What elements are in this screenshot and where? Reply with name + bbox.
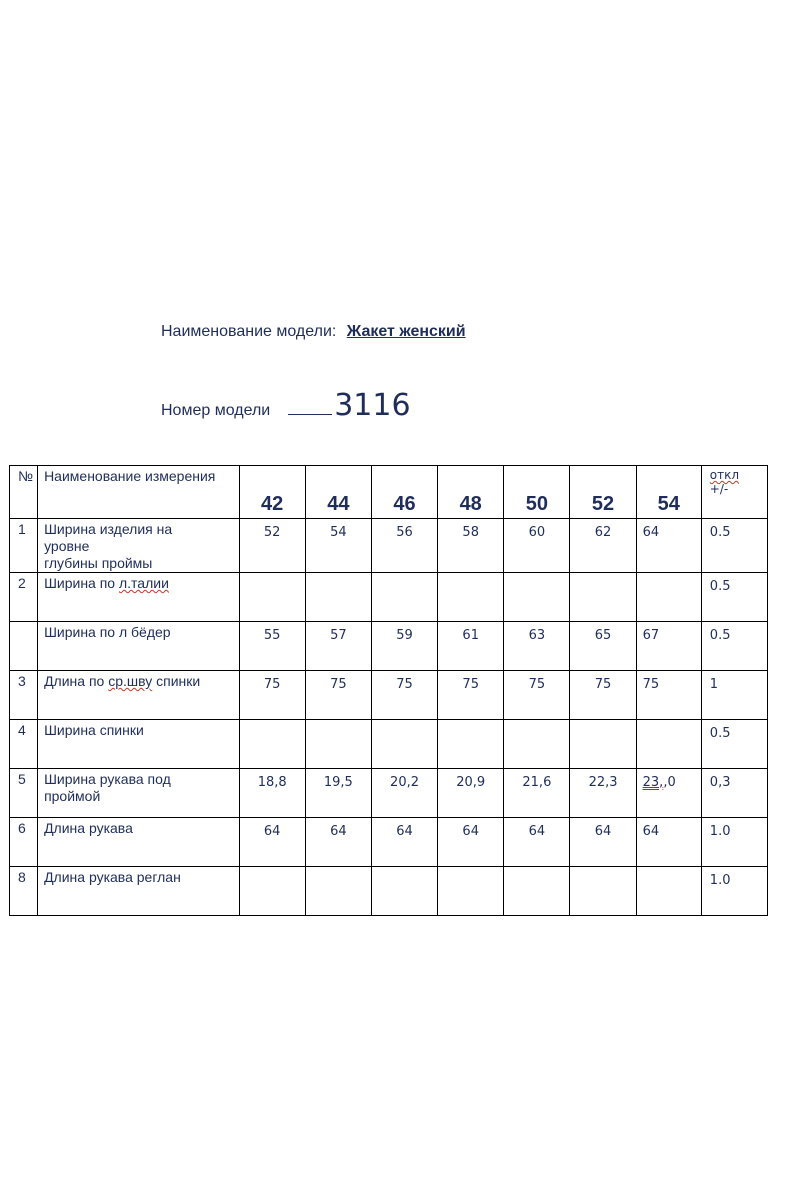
table-header-row xyxy=(10,466,768,519)
table-row xyxy=(10,867,768,916)
row-value: 75 xyxy=(438,671,504,720)
row-value: 52 xyxy=(239,519,305,573)
row-name-line: глубины проймы xyxy=(44,555,153,571)
row-value: 75 xyxy=(636,671,701,720)
row-value xyxy=(305,720,371,769)
table-row xyxy=(10,573,768,622)
row-value xyxy=(438,573,504,622)
row-name: Ширина спинки xyxy=(38,720,240,769)
measurement-table xyxy=(9,465,768,916)
table-row xyxy=(10,671,768,720)
table-row xyxy=(10,720,768,769)
row-value: 57 xyxy=(305,622,371,671)
header-name: Наименование измерения xyxy=(38,466,240,519)
row-value: 58 xyxy=(438,519,504,573)
row-name-line: уровне xyxy=(44,538,90,554)
row-value xyxy=(636,769,701,818)
row-value xyxy=(570,720,636,769)
row-value: 64 xyxy=(636,519,701,573)
model-number-line xyxy=(161,388,411,423)
header-tolerance-line1: откл xyxy=(709,468,740,482)
row-num: 8 xyxy=(10,867,38,916)
row-value xyxy=(504,867,570,916)
row-value: 56 xyxy=(371,519,437,573)
row-num: 2 xyxy=(10,573,38,622)
row-value: 59 xyxy=(371,622,437,671)
row-value-marked: 23, xyxy=(642,775,664,790)
row-value xyxy=(570,867,636,916)
row-value: 22,3 xyxy=(570,769,636,818)
row-num: 1 xyxy=(10,519,38,573)
model-number-blank-line xyxy=(288,413,332,415)
row-value: 65 xyxy=(570,622,636,671)
row-value xyxy=(636,867,701,916)
row-tolerance: 0.5 xyxy=(701,622,767,671)
row-value: 64 xyxy=(636,818,701,867)
row-num: 4 xyxy=(10,720,38,769)
row-value: 64 xyxy=(438,818,504,867)
row-tolerance: 1 xyxy=(701,671,767,720)
row-value xyxy=(371,867,437,916)
row-name-marked: ср.шву xyxy=(108,673,153,689)
row-value xyxy=(438,867,504,916)
table-row xyxy=(10,818,768,867)
row-value-rest: ,0 xyxy=(663,775,676,790)
row-name xyxy=(38,769,240,818)
row-value xyxy=(636,573,701,622)
table-row xyxy=(10,519,768,573)
row-value xyxy=(305,573,371,622)
header-size: 50 xyxy=(504,466,570,519)
model-name-line xyxy=(161,323,466,341)
row-tolerance: 0.5 xyxy=(701,573,767,622)
row-tolerance: 1.0 xyxy=(701,818,767,867)
row-name xyxy=(38,519,240,573)
model-name-label: Наименование модели: xyxy=(161,323,337,340)
row-value xyxy=(504,573,570,622)
row-value: 75 xyxy=(504,671,570,720)
row-value: 64 xyxy=(570,818,636,867)
row-name: Длина рукава xyxy=(38,818,240,867)
row-value: 18,8 xyxy=(239,769,305,818)
row-value: 64 xyxy=(239,818,305,867)
row-value: 61 xyxy=(438,622,504,671)
row-name xyxy=(38,573,240,622)
row-value: 64 xyxy=(504,818,570,867)
row-value: 60 xyxy=(504,519,570,573)
row-value: 62 xyxy=(570,519,636,573)
row-value: 63 xyxy=(504,622,570,671)
row-value: 67 xyxy=(636,622,701,671)
row-num: 5 xyxy=(10,769,38,818)
row-name-line: Ширина изделия на xyxy=(44,521,173,537)
row-value xyxy=(371,720,437,769)
row-value xyxy=(305,867,371,916)
model-number-value: 3116 xyxy=(334,388,411,423)
row-value xyxy=(239,573,305,622)
header-num: № xyxy=(10,466,38,519)
row-name-marked: л.талии xyxy=(118,575,169,591)
row-value xyxy=(636,720,701,769)
row-value: 64 xyxy=(371,818,437,867)
header-size: 54 xyxy=(636,466,701,519)
row-value xyxy=(239,867,305,916)
row-value: 55 xyxy=(239,622,305,671)
header-size: 48 xyxy=(438,466,504,519)
row-value xyxy=(239,720,305,769)
row-name: Длина рукава реглан xyxy=(38,867,240,916)
row-tolerance: 1.0 xyxy=(701,867,767,916)
table-row xyxy=(10,622,768,671)
row-value: 75 xyxy=(570,671,636,720)
header-size: 42 xyxy=(239,466,305,519)
row-value xyxy=(504,720,570,769)
row-value: 75 xyxy=(371,671,437,720)
row-value xyxy=(570,573,636,622)
row-value: 75 xyxy=(239,671,305,720)
model-number-label: Номер модели xyxy=(161,402,271,419)
header-tolerance xyxy=(701,466,767,519)
row-value: 19,5 xyxy=(305,769,371,818)
header-size: 46 xyxy=(371,466,437,519)
row-name-prefix: Длина по xyxy=(44,673,109,689)
row-name-prefix: Ширина по xyxy=(44,575,119,591)
row-value: 64 xyxy=(305,818,371,867)
row-num xyxy=(10,622,38,671)
row-value: 20,2 xyxy=(371,769,437,818)
row-name-suffix: спинки xyxy=(152,673,201,689)
row-name: Ширина по л бёдер xyxy=(38,622,240,671)
row-num: 3 xyxy=(10,671,38,720)
row-value: 20,9 xyxy=(438,769,504,818)
row-tolerance: 0,3 xyxy=(701,769,767,818)
row-value xyxy=(438,720,504,769)
header-size: 52 xyxy=(570,466,636,519)
row-tolerance: 0.5 xyxy=(701,519,767,573)
row-name xyxy=(38,671,240,720)
header-size: 44 xyxy=(305,466,371,519)
header-tolerance-line2: +/- xyxy=(709,482,729,496)
model-name-value: Жакет женский xyxy=(346,323,466,340)
row-name-line: проймой xyxy=(44,788,101,804)
row-value xyxy=(371,573,437,622)
row-tolerance: 0.5 xyxy=(701,720,767,769)
row-name-line: Ширина рукава под xyxy=(44,771,171,787)
row-value: 54 xyxy=(305,519,371,573)
row-value: 75 xyxy=(305,671,371,720)
table-row xyxy=(10,769,768,818)
row-num: 6 xyxy=(10,818,38,867)
row-value: 21,6 xyxy=(504,769,570,818)
